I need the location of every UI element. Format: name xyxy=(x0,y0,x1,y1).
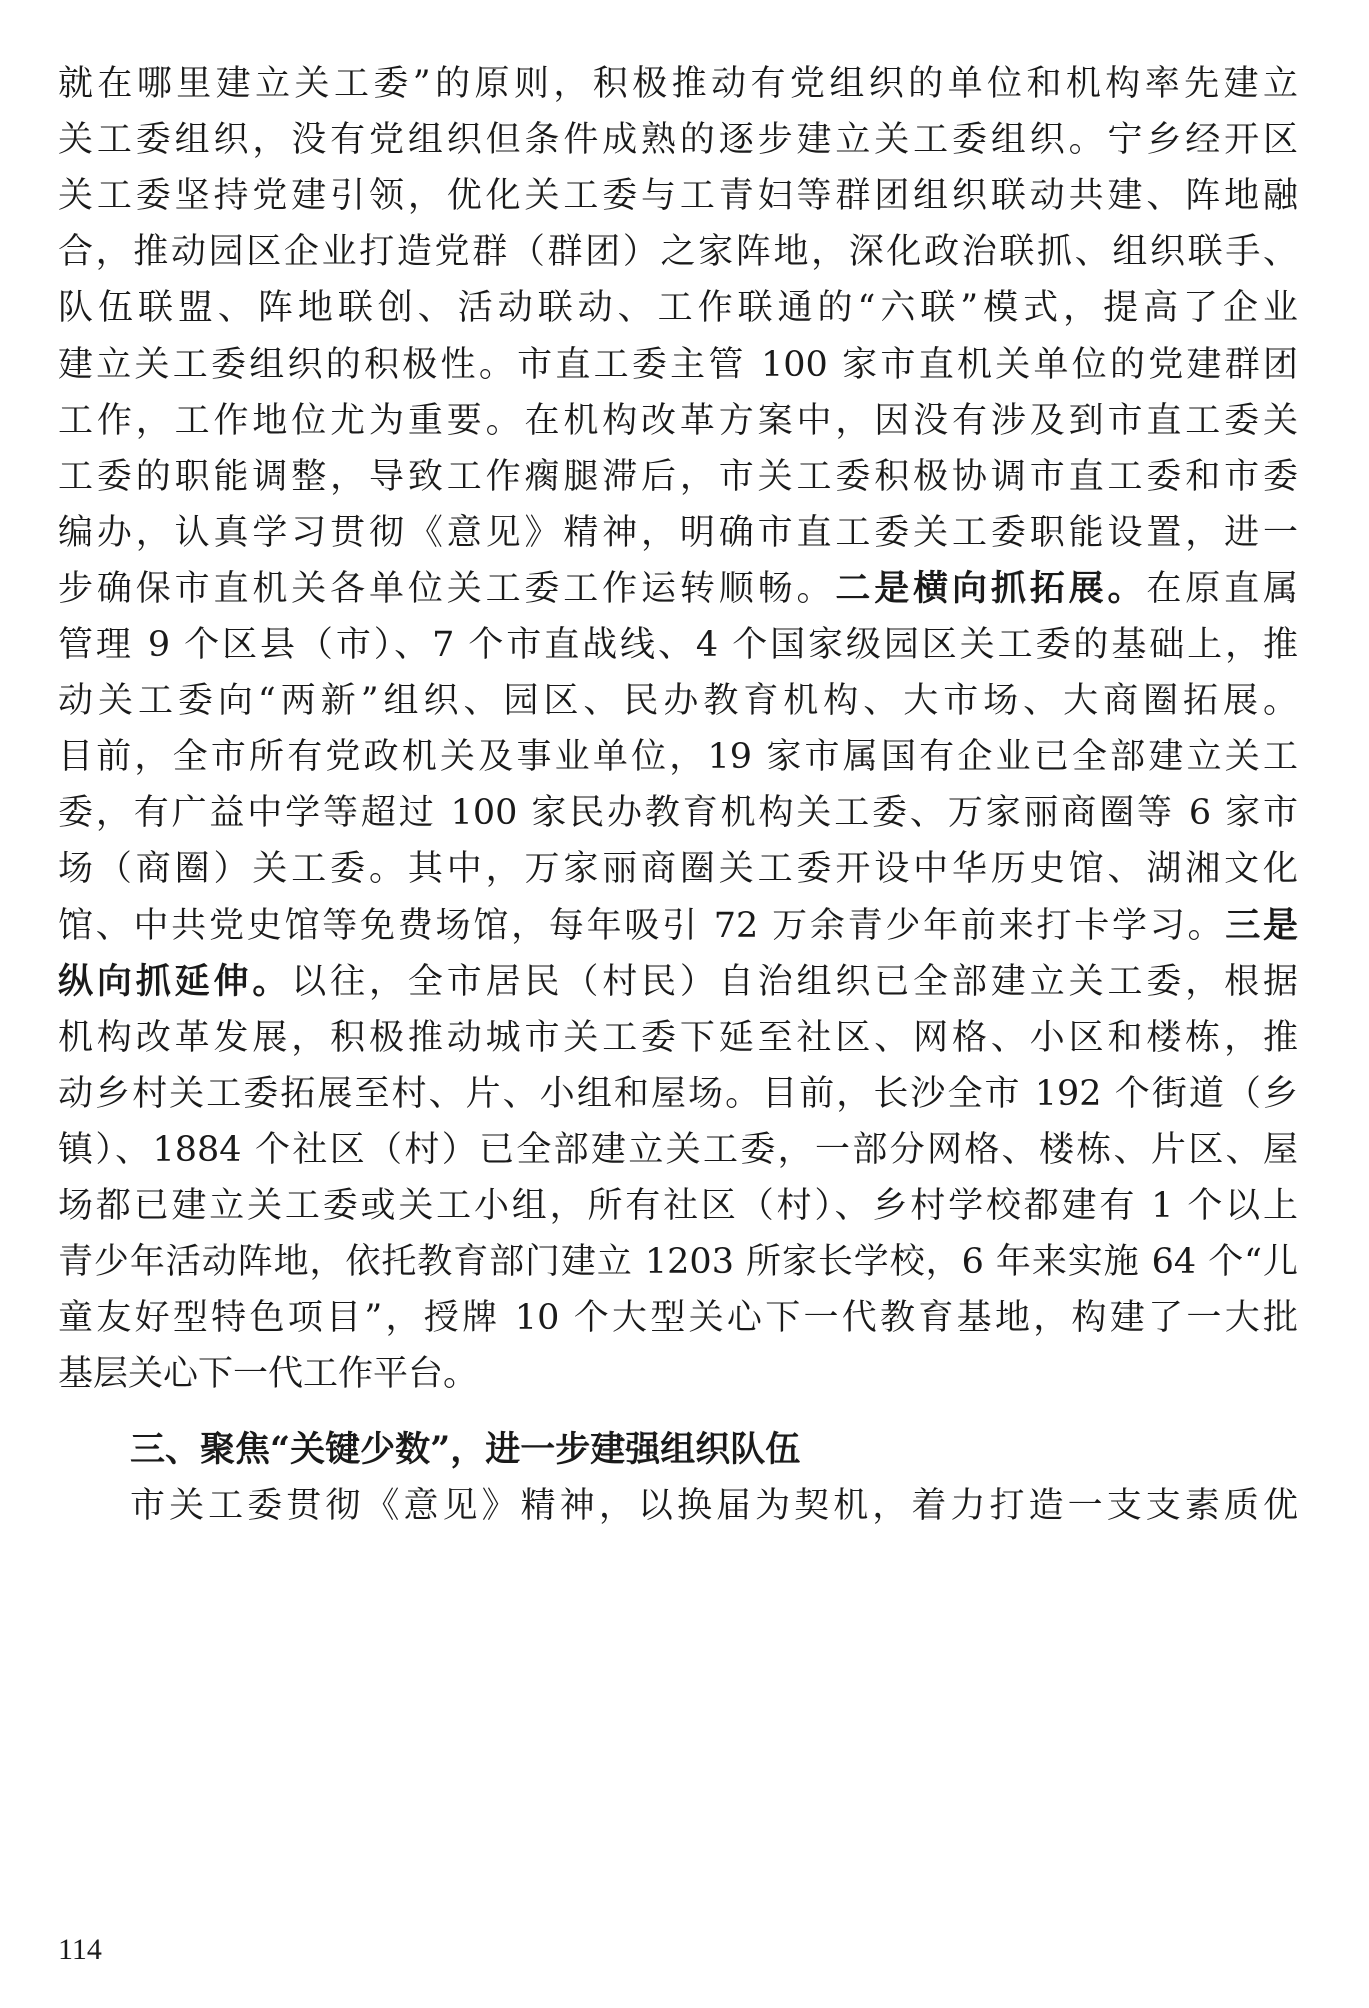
text-run: 就在哪里建立关工委”的原则，积极推动有党组织的单位和机构率先建立 xyxy=(58,64,1298,104)
text-run: 建立关工委组织的积极性。市直工委主管 100 家市直机关单位的党建群团 xyxy=(58,344,1298,385)
text-run: 工委的职能调整，导致工作瘸腿滞后，市关工委积极协调市直工委和市委 xyxy=(58,456,1298,497)
text-run: 机构改革发展，积极推动城市关工委下延至社区、网格、小区和楼栋，推 xyxy=(58,1017,1298,1058)
page-number: 114 xyxy=(58,1933,102,1966)
text-run: 童友好型特色项目”，授牌 10 个大型关心下一代教育基地，构建了一大批 xyxy=(58,1298,1298,1339)
text-run: 编办，认真学习贯彻《意见》精神，明确市直工委关工委职能设置，进一 xyxy=(58,512,1298,553)
paragraph1-line xyxy=(58,166,1298,226)
text-run: 关工委坚持党建引领，优化关工委与工青妇等群团组织联动共建、阵地融 xyxy=(58,176,1298,217)
paragraph1-line xyxy=(58,727,1298,787)
paragraph1-line xyxy=(58,839,1298,899)
paragraph1-line xyxy=(58,391,1298,451)
paragraph1-line xyxy=(58,896,1298,956)
paragraph1-line xyxy=(58,335,1298,395)
paragraph1-line xyxy=(58,1120,1298,1180)
bold-run: 三是 xyxy=(1225,904,1298,946)
paragraph1-line xyxy=(58,1344,1298,1404)
paragraph1-line xyxy=(58,503,1298,563)
bold-run: 二是横向抓拓展。 xyxy=(835,567,1147,609)
text-run: 动关工委向“两新”组织、园区、民办教育机构、大市场、大商圈拓展。 xyxy=(58,681,1298,722)
paragraph1-line xyxy=(58,671,1298,731)
text-run: 镇）、1884 个社区（村）已全部建立关工委，一部分网格、楼栋、片区、屋 xyxy=(58,1129,1298,1170)
text-run: 基层关心下一代工作平台。 xyxy=(58,1354,479,1395)
paragraph1-line xyxy=(58,559,1298,619)
paragraph1-line xyxy=(58,447,1298,507)
text-run: 管理 9 个区县（市）、7 个市直战线、4 个国家级园区关工委的基础上，推 xyxy=(58,625,1298,665)
text-run: 步确保市直机关各单位关工委工作运转顺畅。 xyxy=(58,568,836,609)
text-run: 市关工委贯彻《意见》精神，以换届为契机，着力打造一支支素质优 xyxy=(130,1486,1298,1526)
paragraph1-line xyxy=(58,54,1298,114)
paragraph1-line xyxy=(58,278,1298,338)
text-run: 工作，工作地位尤为重要。在机构改革方案中，因没有涉及到市直工委关 xyxy=(58,400,1298,441)
paragraph1-line xyxy=(58,952,1298,1012)
paragraph1-line xyxy=(58,222,1298,282)
paragraph1-line xyxy=(58,1008,1298,1068)
text-run: 动乡村关工委拓展至村、片、小组和屋场。目前，长沙全市 192 个街道（乡 xyxy=(58,1073,1298,1114)
paragraph1-line xyxy=(58,783,1298,843)
text-run: 青少年活动阵地，依托教育部门建立 1203 所家长学校，6 年来实施 64 个“儿 xyxy=(58,1242,1298,1283)
paragraph1-line xyxy=(58,1064,1298,1124)
paragraph1-line xyxy=(58,110,1298,170)
paragraph2-line xyxy=(130,1476,1298,1536)
section-heading: 三、聚焦“关键少数”，进一步建强组织队伍 xyxy=(130,1429,801,1470)
text-run: 合，推动园区企业打造党群（群团）之家阵地，深化政治联抓、组织联手、 xyxy=(58,232,1298,273)
text-run: 关工委组织，没有党组织但条件成熟的逐步建立关工委组织。宁乡经开区 xyxy=(58,120,1298,161)
paragraph1-line xyxy=(58,1232,1298,1292)
paragraph1-line xyxy=(58,615,1298,675)
text-run: 场都已建立关工委或关工小组，所有社区（村）、乡村学校都建有 1 个以上 xyxy=(58,1186,1298,1226)
text-run: 馆、中共党史馆等免费场馆，每年吸引 72 万余青少年前来打卡学习。 xyxy=(58,905,1226,946)
text-run: 队伍联盟、阵地联创、活动联动、工作联通的“六联”模式，提高了企业 xyxy=(58,288,1298,329)
text-run: 目前，全市所有党政机关及事业单位，19 家市属国有企业已全部建立关工 xyxy=(58,737,1298,778)
text-run: 委，有广益中学等超过 100 家民办教育机构关工委、万家丽商圈等 6 家市 xyxy=(58,793,1298,834)
text-run: 在原直属 xyxy=(1146,568,1298,609)
text-run: 场（商圈）关工委。其中，万家丽商圈关工委开设中华历史馆、湖湘文化 xyxy=(58,849,1298,890)
paragraph1-line xyxy=(58,1288,1298,1348)
paragraph1-line xyxy=(58,1176,1298,1236)
bold-run: 纵向抓延伸。 xyxy=(58,960,292,1002)
text-run: 以往，全市居民（村民）自治组织已全部建立关工委，根据 xyxy=(291,961,1298,1002)
